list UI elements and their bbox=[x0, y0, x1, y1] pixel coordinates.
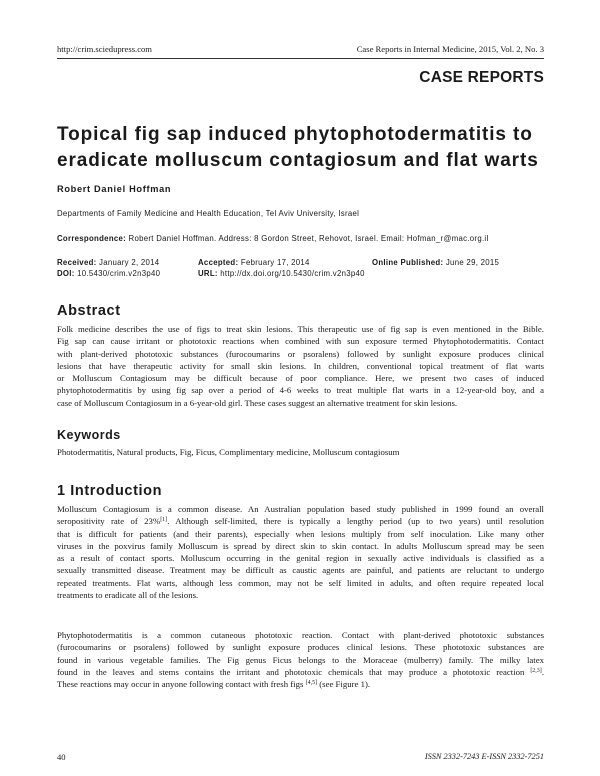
section-label: CASE REPORTS bbox=[419, 69, 544, 86]
page-number: 40 bbox=[57, 752, 66, 762]
intro-line: found in various vegetable families. The Fig genus Ficus belongs to the Moraceae (mulberry) family. The milky latex bbox=[57, 654, 544, 665]
doi-value[interactable]: 10.5430/crim.v2n3p40 bbox=[77, 269, 161, 278]
article-url bbox=[198, 269, 365, 278]
intro-text: (see Figure 1). bbox=[317, 679, 371, 690]
journal-citation: Case Reports in Internal Medicine, 2015, Vol. 2, No. 3 bbox=[356, 44, 544, 54]
title-line-2: eradicate molluscum contagiosum and flat warts bbox=[57, 150, 539, 171]
affiliation: Departments of Family Medicine and Health Education, Tel Aviv University, Israel bbox=[57, 209, 360, 218]
author-name: Robert Daniel Hoffman bbox=[57, 184, 172, 194]
published-label: Online Published: bbox=[372, 258, 444, 267]
abstract-line: or Molluscum Contagiosum may be difficult because of poor compliance. Here, we present two cases of induced bbox=[57, 373, 544, 384]
url-label: URL: bbox=[198, 269, 218, 278]
title-line-1: Topical fig sap induced phytophotodermatitis to bbox=[57, 124, 533, 145]
published-value: June 29, 2015 bbox=[445, 258, 500, 267]
doi bbox=[57, 269, 160, 278]
received-value: January 2, 2014 bbox=[99, 258, 160, 267]
url-value[interactable]: http://dx.doi.org/10.5430/crim.v2n3p40 bbox=[220, 269, 365, 278]
published-date bbox=[372, 258, 499, 267]
accepted-date bbox=[198, 258, 310, 267]
issn: ISSN 2332-7243 E-ISSN 2332-7251 bbox=[424, 752, 544, 761]
correspondence bbox=[57, 234, 488, 243]
introduction-paragraph-1 bbox=[57, 503, 544, 601]
intro-line: Phytophotodermatitis is a common cutaneous phototoxic reaction. Contact with plant-derived phototoxic substances bbox=[57, 630, 544, 640]
citation-ref[interactable]: [4,5] bbox=[305, 680, 318, 687]
keywords-heading: Keywords bbox=[57, 428, 121, 442]
abstract-line: Folk medicine describes the use of figs to treat skin lesions. This therapeutic use of fig sap is even mentioned in the Bible. bbox=[57, 324, 544, 334]
citation-ref[interactable]: [2,3] bbox=[530, 667, 542, 674]
abstract-line: Fig sap can cause irritant or phototoxic reactions when combined with sun exposure termed Phytophotodermatitis. Contact bbox=[57, 336, 544, 347]
abstract-line: case of Molluscum Contagiosum in a 6-year-old girl. These cases suggest an alternative treatment for skin lesions. bbox=[57, 397, 458, 408]
accepted-value: February 17, 2014 bbox=[240, 258, 310, 267]
abstract-line: with plant-derived phototoxic substances (furocoumarins or psoralens) followed by sunlight exposure produces clinical bbox=[57, 348, 544, 359]
introduction-heading: 1 Introduction bbox=[57, 483, 163, 499]
intro-line: that is difficult for patients (and their parents), especially when lesions multiply from self inoculation. Like many other bbox=[57, 528, 544, 539]
introduction-paragraph-2 bbox=[57, 629, 544, 690]
header-rule bbox=[57, 58, 544, 59]
accepted-label: Accepted: bbox=[198, 258, 239, 267]
intro-line: as a result of contact sports. Molluscum occurring in the genital region in sexually active individuals is classified as a bbox=[57, 553, 544, 564]
correspondence-text: Robert Daniel Hoffman. Address: 8 Gordon Street, Rehovot, Israel. Email: Hofman_r@mac.org.il bbox=[128, 234, 489, 243]
abstract-body bbox=[57, 323, 544, 409]
intro-line: treatments to eradicate all of the lesions. bbox=[57, 590, 199, 601]
keywords-list bbox=[57, 446, 544, 458]
intro-text: . bbox=[541, 666, 544, 677]
intro-line: sexually transmitted disease. Treatment may be difficult as caustic agents are painful, and patients are reluctant to undergo bbox=[57, 565, 544, 576]
journal-url[interactable]: http://crim.sciedupress.com bbox=[57, 44, 152, 54]
article-title bbox=[57, 122, 547, 174]
intro-line: (furocoumarins or psoralens) followed by sunlight exposure produces clinical lesions. These phototoxic substances are bbox=[57, 642, 544, 653]
keywords-text: Photodermatitis, Natural products, Fig, Ficus, Complimentary medicine, Molluscum contagiosum bbox=[57, 447, 400, 457]
received-date bbox=[57, 258, 159, 267]
intro-text: found in the leaves and stems contains the irritant and phototoxic chemicals that may produce a phototoxic reaction bbox=[57, 666, 525, 677]
abstract-line: phytophotodermatitis by using fig sap over a period of 4-6 weeks to treat multiple flat warts in a 12-year-old boy, and a bbox=[57, 385, 544, 396]
intro-line: repeated treatments. Flat warts, although less common, may not be self limited in adults, and often require repeated local bbox=[57, 577, 544, 588]
intro-line: Molluscum Contagiosum is a common disease. An Australian population based study published in 1999 found an overall bbox=[57, 504, 544, 514]
received-label: Received: bbox=[57, 258, 97, 267]
intro-text: These reactions may occur in anyone following contact with fresh figs bbox=[57, 679, 304, 690]
abstract-line: lesions that have therapeutic activity for small skin lesions. In children, conventional topical treatment of flat warts bbox=[57, 360, 544, 371]
citation-ref[interactable]: [1] bbox=[160, 517, 168, 524]
intro-line bbox=[57, 678, 544, 690]
intro-line bbox=[57, 515, 544, 527]
intro-text: seropositivity rate of 23% bbox=[57, 516, 161, 527]
correspondence-label: Correspondence: bbox=[57, 234, 127, 243]
doi-label: DOI: bbox=[57, 269, 75, 278]
intro-line bbox=[57, 666, 544, 678]
intro-text: . Although self-limited, there is typically a lengthy period (up to two years) until resolution bbox=[167, 516, 545, 527]
abstract-heading: Abstract bbox=[57, 303, 121, 319]
running-header bbox=[57, 44, 544, 57]
intro-line: viruses in the poxvirus family Molluscum is spread by direct skin to skin contact. In adults Molluscum spread may be seen bbox=[57, 540, 544, 551]
